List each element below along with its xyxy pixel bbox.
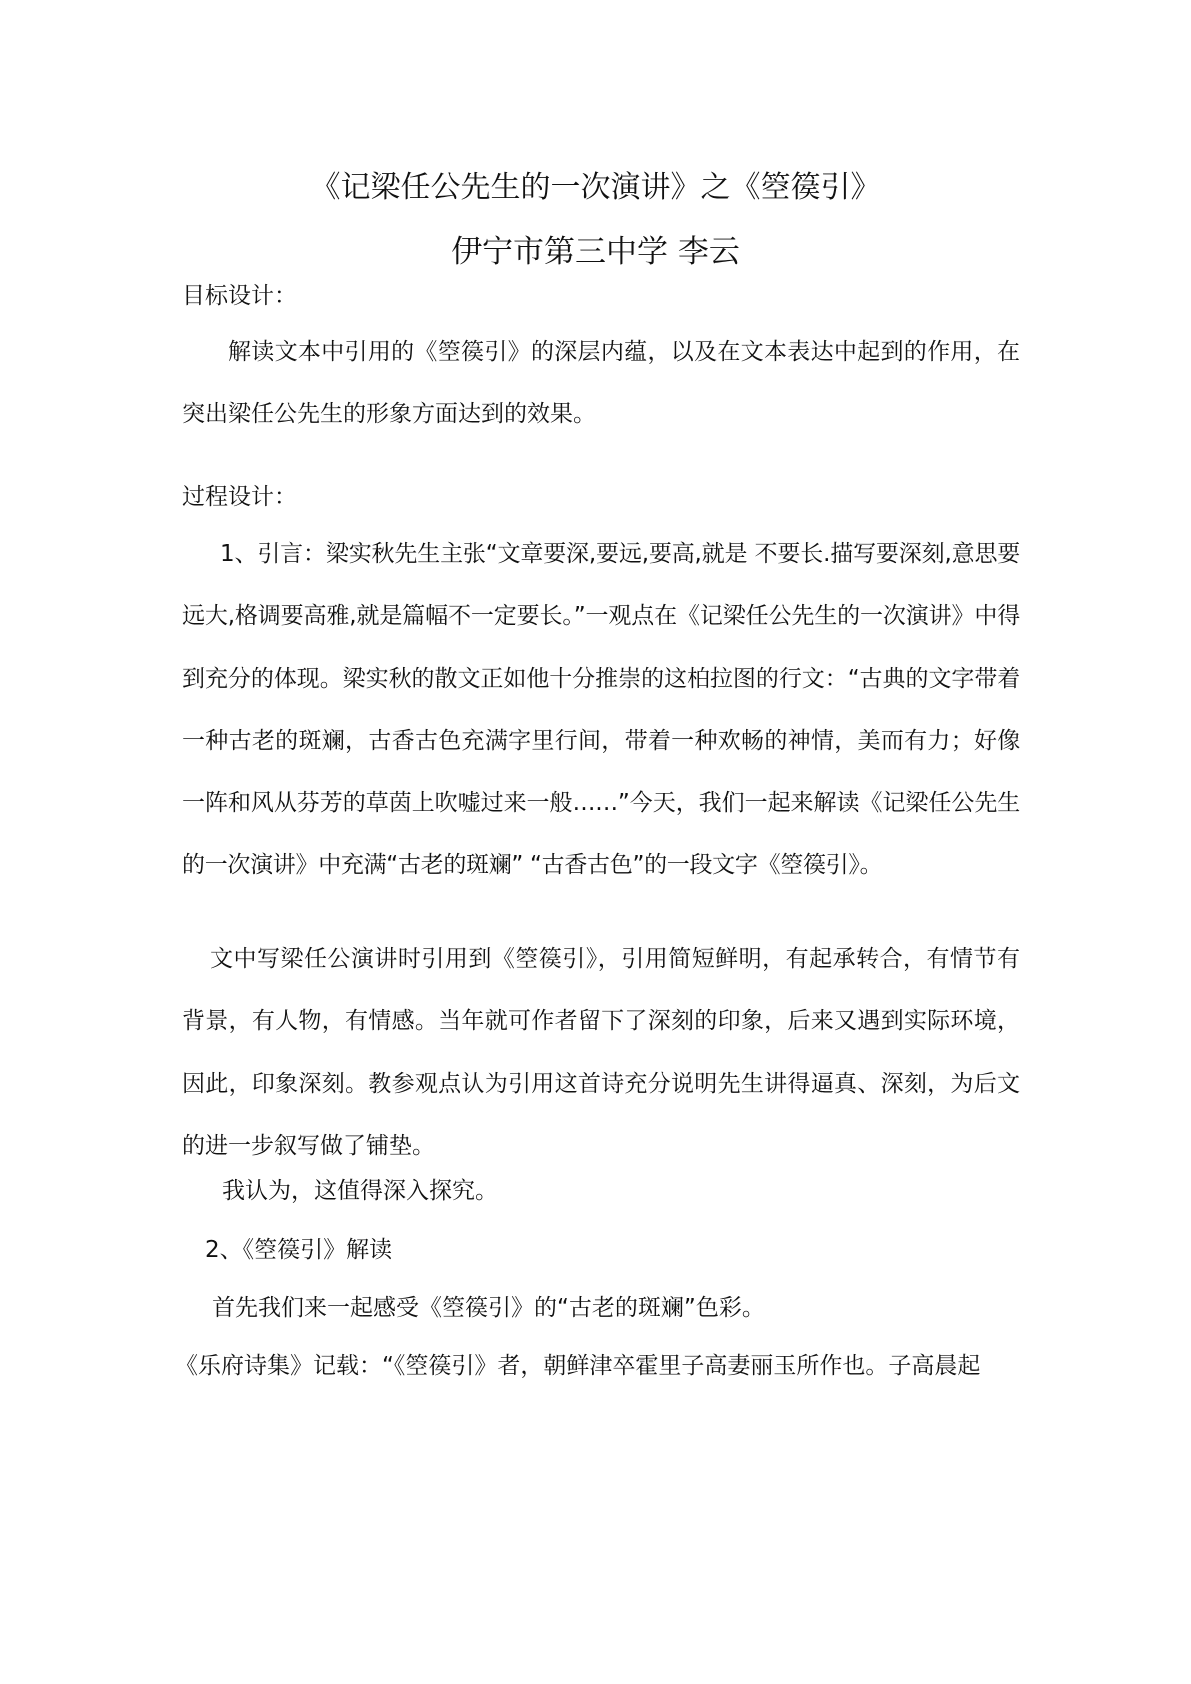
process-paragraph-opinion: 我认为，这值得深入探究。: [222, 1178, 498, 1204]
process-paragraph-record: 《乐府诗集》记载：“《箜篌引》者，朝鲜津卒霍里子高妻丽玉所作也。子高晨起: [175, 1353, 981, 1379]
process-paragraph-citation: 文中写梁任公演讲时引用到《箜篌引》，引用简短鲜明，有起承转合，有情节有背景，有人物，有情感。当年就可作者留下了深刻的印象，后来又遇到实际环境，因此，印象深刻。教参观点认为引用这首诗充分说明先生讲得逼真、深刻，为后文的进一步叙写做了铺垫。: [182, 946, 1020, 1159]
document-title: 《记梁任公先生的一次演讲》之《箜篌引》: [310, 170, 881, 205]
goal-heading: 目标设计：: [182, 283, 297, 309]
goal-paragraph: 解读文本中引用的《箜篌引》的深层内蕴，以及在文本表达中起到的作用，在突出梁任公先生的形象方面达到的效果。: [182, 339, 1020, 428]
document-subtitle-author: 伊宁市第三中学 李云: [451, 234, 740, 270]
process-paragraph-feel: 首先我们来一起感受《箜篌引》的“古老的斑斓”色彩。: [212, 1295, 765, 1321]
process-item-2-heading: 2、《箜篌引》解读: [205, 1237, 393, 1263]
process-paragraph-intro: 1、引言：梁实秋先生主张“文章要深,要远,要高,就是 不要长.描写要深刻,意思要远大,格调要高雅,就是篇幅不一定要长。”一观点在《记梁任公先生的一次演讲》中得到充分的体现。梁实秋的散文正如他十分推崇的这柏拉图的行文：“古典的文字带着一种古老的斑斓，古香古色充满字里行间，带着一种欢畅的神情，美而有力；好像一阵和风从芬芳的草茵上吹嘘过来一般……”今天，我们一起来解读《记梁任公先生的一次演讲》中充满“古老的斑斓” “古香古色”的一段文字《箜篌引》。: [182, 541, 1020, 879]
process-heading: 过程设计：: [182, 484, 297, 510]
